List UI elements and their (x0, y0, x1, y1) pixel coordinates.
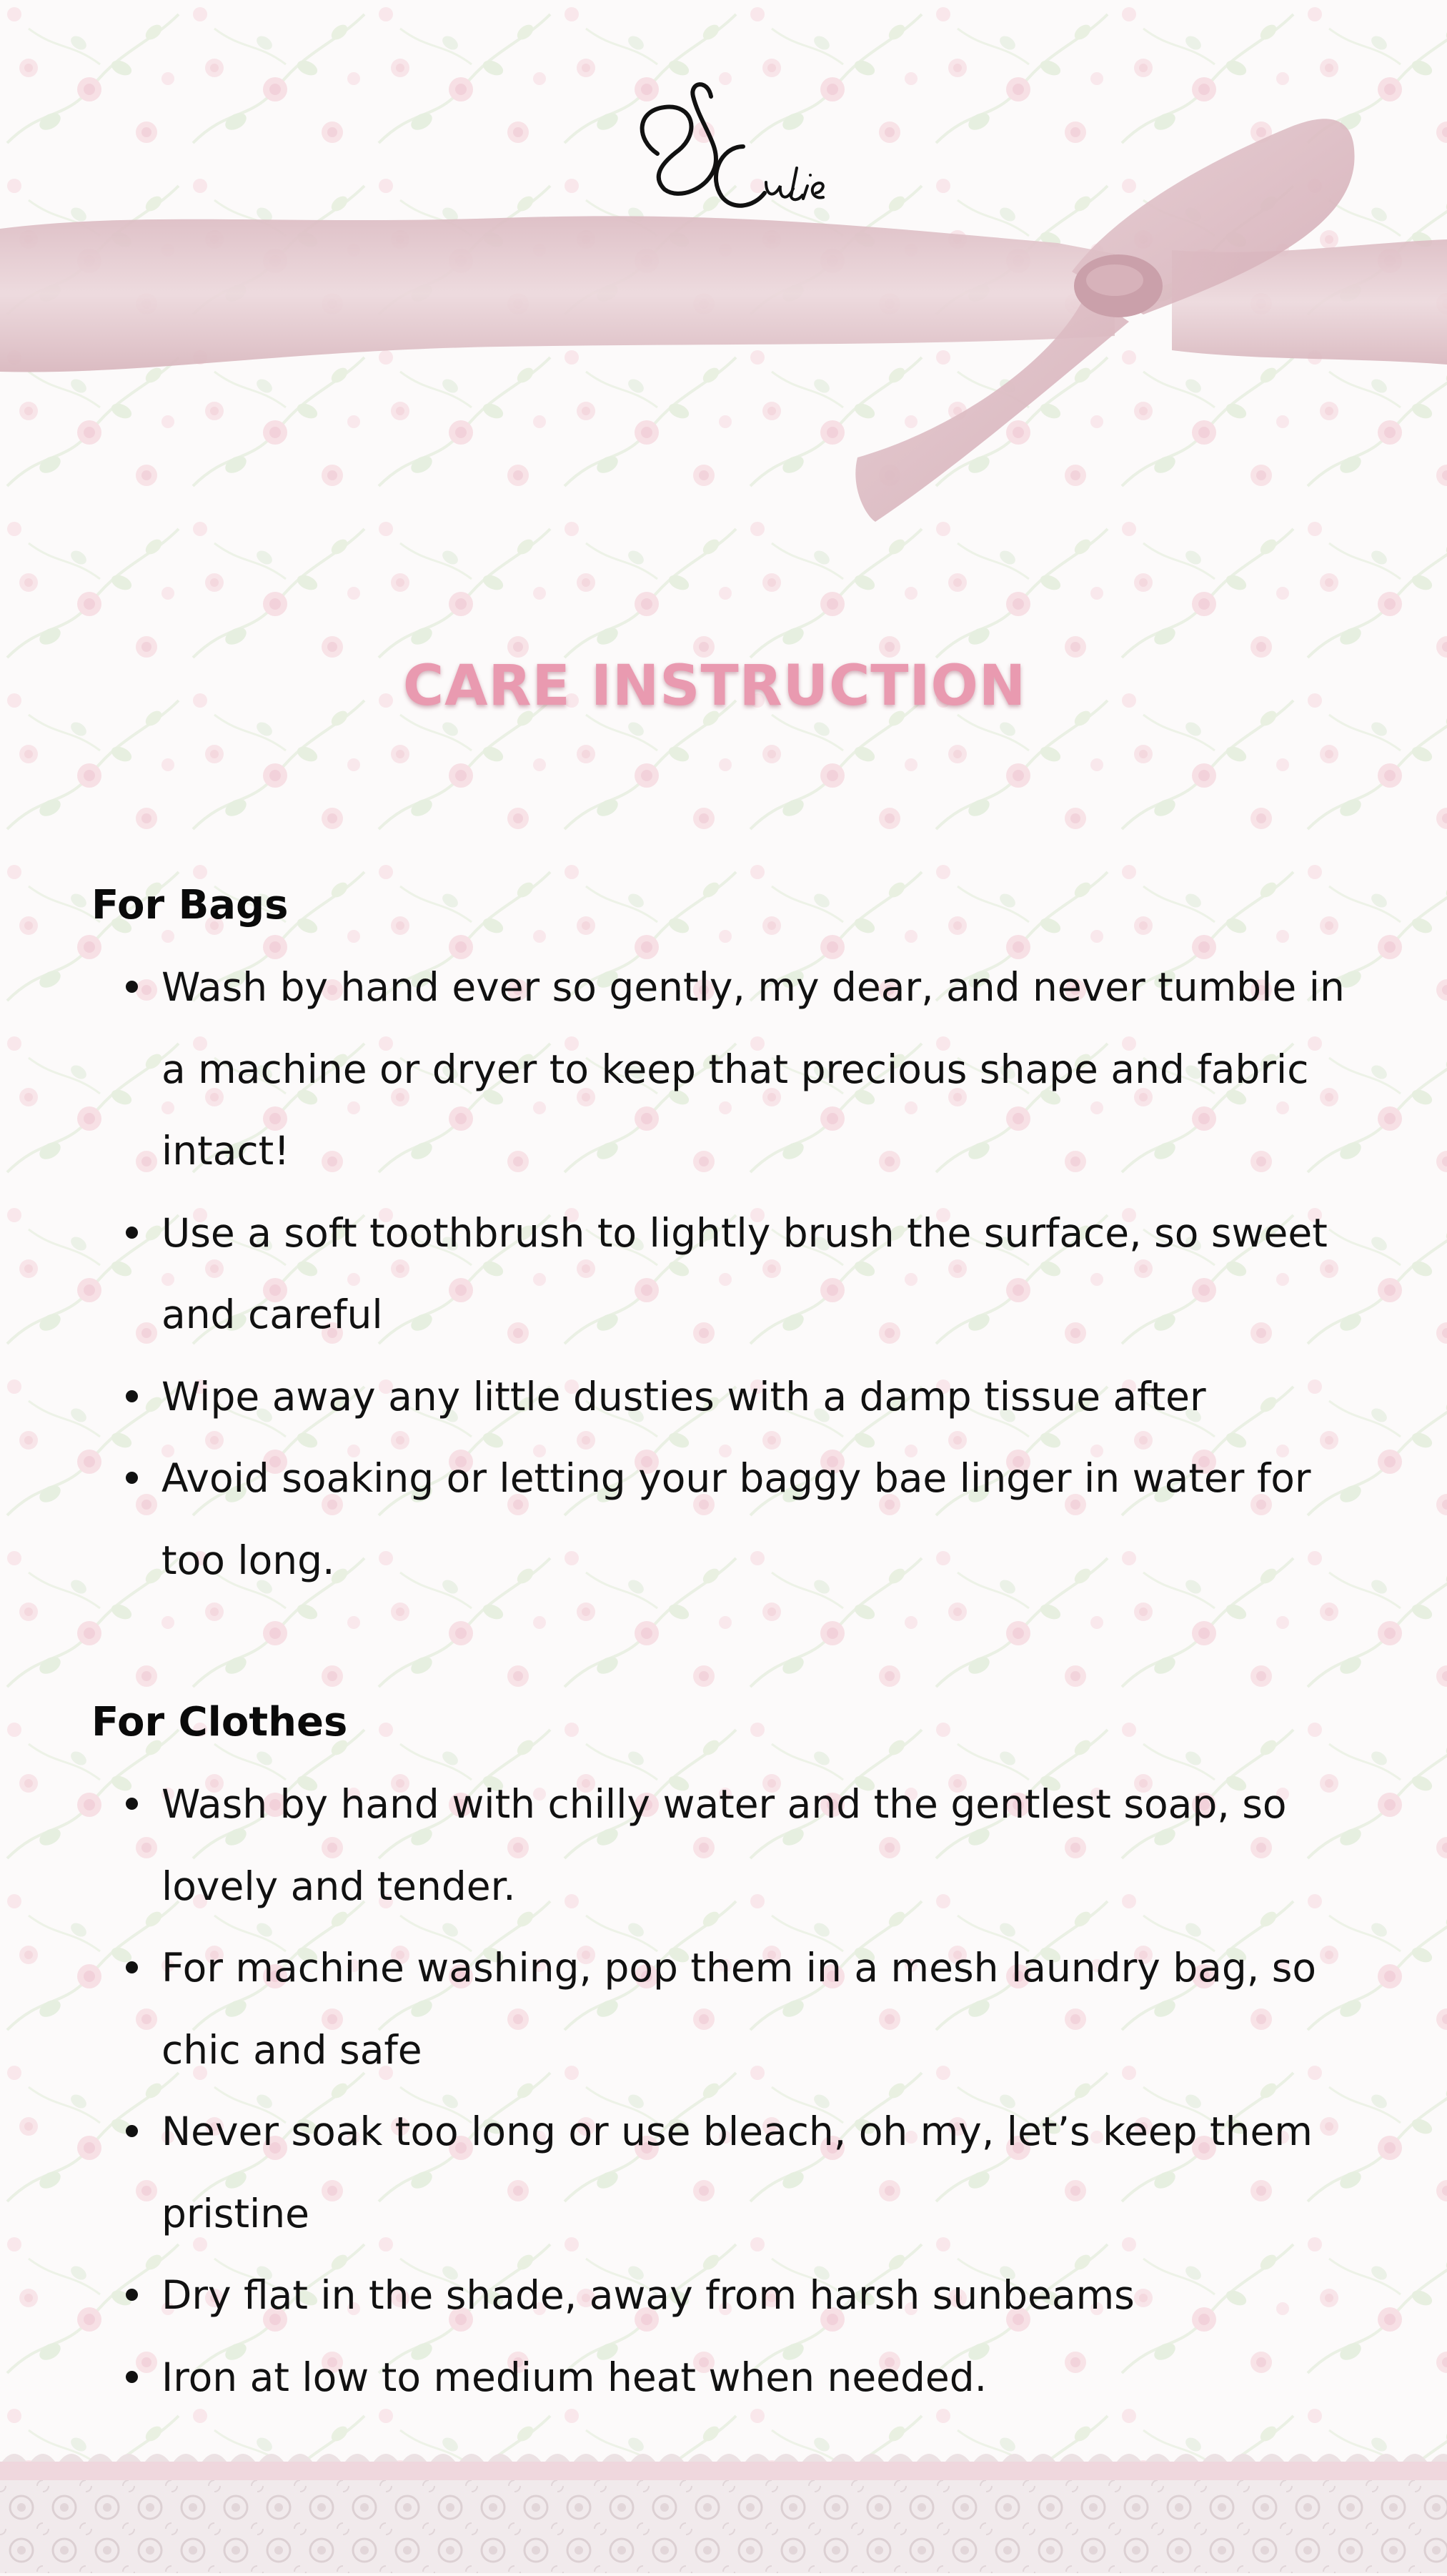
lace-trim (0, 2443, 1447, 2573)
list-item: Wipe away any little dusties with a damp tissue after (161, 1356, 1363, 1438)
script-monogram-logo (607, 68, 836, 225)
list-item: Avoid soaking or letting your baggy bae linger in water for too long. (161, 1437, 1363, 1601)
brand-logo (607, 68, 836, 225)
section-clothes (91, 1682, 1363, 2418)
list-item: For machine washing, pop them in a mesh laundry bag, so chic and safe (161, 1927, 1363, 2091)
list-item: Wash by hand with chilly water and the gentlest soap, so lovely and tender. (161, 1763, 1363, 1927)
section-heading-clothes: For Clothes (91, 1699, 348, 1745)
page-title: CARE INSTRUCTION (402, 654, 1027, 718)
list-item: Dry flat in the shade, away from harsh sunbeams (161, 2254, 1363, 2337)
section-heading-bags: For Bags (91, 882, 289, 928)
list-item: Wash by hand ever so gently, my dear, and never tumble in a machine or dryer to keep that precious shape and fabric intact! (161, 946, 1363, 1192)
list-item: Iron at low to medium heat when needed. (161, 2337, 1363, 2419)
list-item: Never soak too long or use bleach, oh my, let’s keep them pristine (161, 2091, 1363, 2254)
care-list-clothes (91, 1763, 1363, 2418)
care-list-bags (91, 946, 1363, 1601)
list-item: Use a soft toothbrush to lightly brush the surface, so sweet and careful (161, 1192, 1363, 1356)
section-bags (91, 865, 1363, 1601)
